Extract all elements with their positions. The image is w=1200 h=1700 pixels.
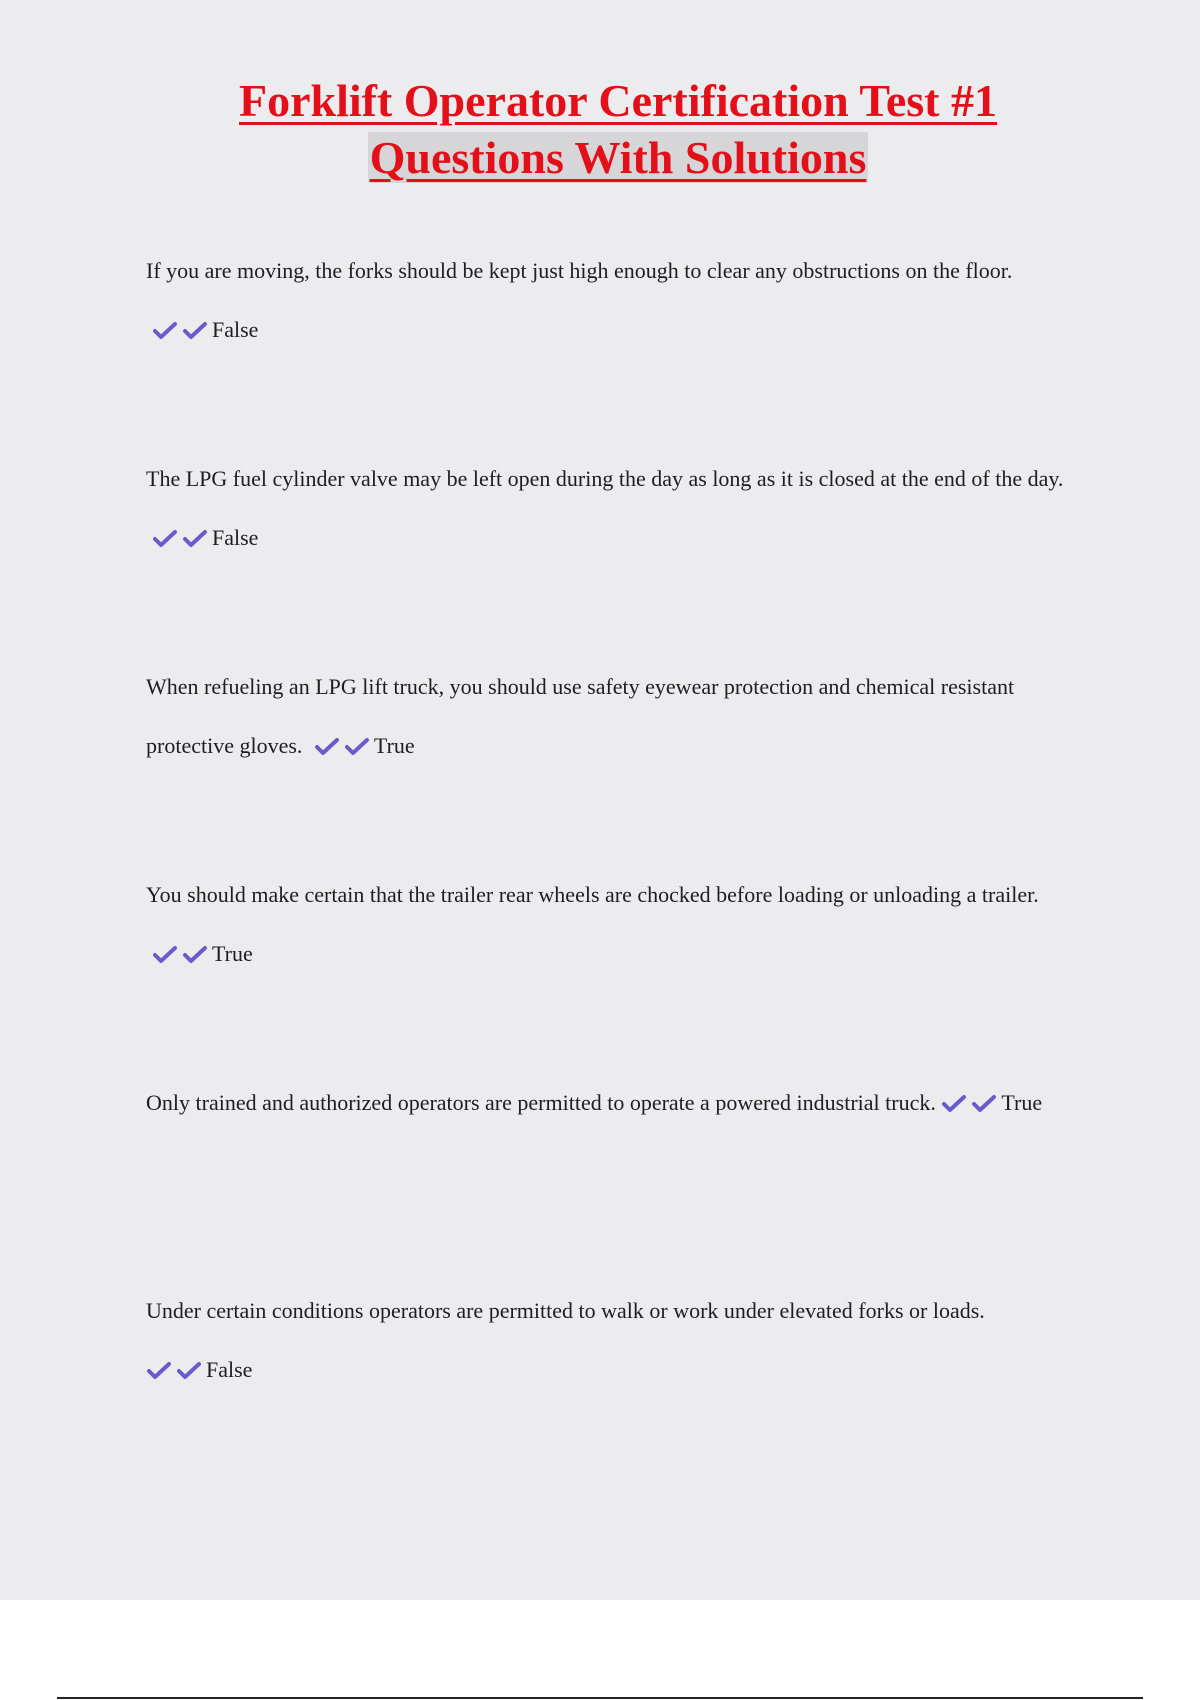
answer-text: True bbox=[212, 941, 253, 966]
check-icon bbox=[971, 1093, 997, 1113]
question-item bbox=[146, 241, 1081, 359]
answer-text: True bbox=[373, 733, 415, 758]
check-icon bbox=[314, 736, 340, 756]
question-item bbox=[146, 1281, 1081, 1399]
question-item bbox=[146, 865, 1081, 983]
check-icon bbox=[941, 1093, 967, 1113]
check-icon bbox=[182, 944, 208, 964]
check-icon bbox=[182, 528, 208, 548]
answer-text: False bbox=[212, 525, 259, 550]
page-title bbox=[0, 72, 1200, 186]
check-icon bbox=[152, 320, 178, 340]
check-icon bbox=[344, 736, 370, 756]
answer-text: True bbox=[1001, 1090, 1043, 1115]
question-item bbox=[146, 449, 1081, 567]
check-icon bbox=[146, 1360, 172, 1380]
page-divider bbox=[57, 1697, 1143, 1699]
question-text: When refueling an LPG lift truck, you should use safety eyewear protection and chemical resistant protective gloves. bbox=[146, 674, 1015, 758]
question-item bbox=[146, 1073, 1081, 1132]
check-icon bbox=[152, 528, 178, 548]
question-item bbox=[146, 657, 1081, 775]
question-text: The LPG fuel cylinder valve may be left open during the day as long as it is closed at the end of the day. bbox=[146, 466, 1064, 491]
answer-text: False bbox=[212, 317, 259, 342]
check-icon bbox=[152, 944, 178, 964]
question-text: Only trained and authorized operators are permitted to operate a powered industrial truck. bbox=[146, 1090, 936, 1115]
question-text: Under certain conditions operators are permitted to walk or work under elevated forks or loads. bbox=[146, 1298, 985, 1323]
title-line-2: Questions With Solutions bbox=[369, 132, 867, 183]
answer-text: False bbox=[206, 1357, 253, 1382]
check-icon bbox=[182, 320, 208, 340]
check-icon bbox=[176, 1360, 202, 1380]
title-line-1: Forklift Operator Certification Test #1 bbox=[238, 75, 997, 126]
question-text: You should make certain that the trailer rear wheels are chocked before loading or unloading a trailer. bbox=[146, 882, 1039, 907]
question-text: If you are moving, the forks should be kept just high enough to clear any obstructions on the floor. bbox=[146, 258, 1013, 283]
